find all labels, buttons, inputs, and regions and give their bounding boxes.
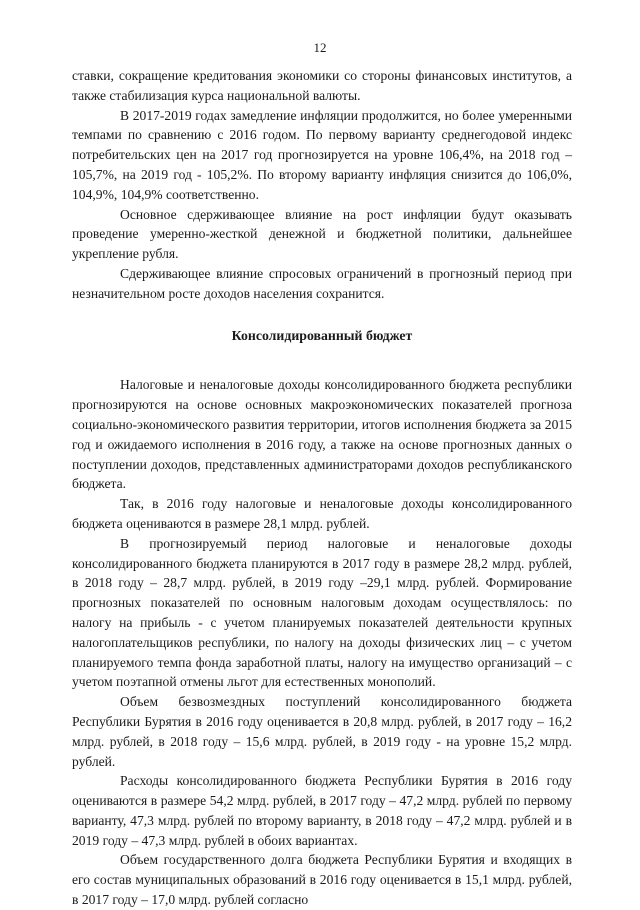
page-number: 12 [313,40,327,55]
paragraph-revenue-forecast: В прогнозируемый период налоговые и неналоговые доходы консолидированного бюджета планируются в 2017 году в размере 28,2 млрд. рублей, в 2018 году – 28,7 млрд. рублей, в 2019 году –29,1 млрд. рублей. Формирование прогнозных показателей по основным налоговым доходам осуществлялось: по налогу на прибыль - с учетом планируемых показателей деятельности крупных налогоплательщиков республики, по налогу на доходы физических лиц – с учетом планируемого темпа фонда заработной платы, налогу на имущество организаций – с учетом поэтапной отмены льгот для естественных монополий. [72,535,572,690]
page-body [72,66,572,910]
paragraph-public-debt: Объем государственного долга бюджета Республики Бурятия и входящих в его состав муниципальных образований в 2016 году оценивается в 15,1 млрд. рублей, в 2017 году – 17,0 млрд. рублей согласно [72,852,572,908]
paragraph-inflation-forecast: В 2017-2019 годах замедление инфляции продолжится, но более умеренными темпами по сравнению с 2016 годом. По первому варианту среднегодовой индекс потребительских цен на 2017 год прогнозируется на уровне 106,4%, на 2018 год – 105,7%, на 2019 год - 105,2%. По второму варианту инфляция снизится до 106,0%, 104,9%, 104,9% соответственно. [72,107,572,202]
paragraph-revenue-2016: Так, в 2016 году налоговые и неналоговые доходы консолидированного бюджета оцениваются в размере 28,1 млрд. рублей. [72,496,572,531]
section-heading: Консолидированный бюджет [231,327,413,343]
paragraph-expenditures: Расходы консолидированного бюджета Республики Бурятия в 2016 году оцениваются в размере 54,2 млрд. рублей, в 2017 году – 47,2 млрд. рублей по первому варианту, 47,3 млрд. рублей по второму варианту, в 2018 году – 47,2 млрд. рублей и в 2019 году – 47,3 млрд. рублей в обоих вариантах. [72,773,572,848]
paragraph-inflation-constraints: Основное сдерживающее влияние на рост инфляции будут оказывать проведение умеренно-жесткой денежной и бюджетной политики, дальнейшее укрепление рубля. [72,206,572,262]
paragraph-demand-constraints: Сдерживающее влияние спросовых ограничений в прогнозный период при незначительном росте доходов населения сохранится. [72,265,572,301]
paragraph-continuation: ставки, сокращение кредитования экономики со стороны финансовых институтов, а также стабилизация курса национальной валюты. [72,68,572,103]
paragraph-grants: Объем безвозмездных поступлений консолидированного бюджета Республики Бурятия в 2016 году оценивается в 20,8 млрд. рублей, в 2017 году – 16,2 млрд. рублей, в 2018 году – 15,6 млрд. рублей, в 2019 году - на уровне 15,2 млрд. рублей. [72,694,572,769]
paragraph-revenue-basis: Налоговые и неналоговые доходы консолидированного бюджета республики прогнозируются на основе основных макроэкономических показателей прогноза социально-экономического развития территории, итогов исполнения бюджета за 2015 год и ожидаемого исполнения в 2016 году, а также на основе прогнозных данных о поступлении доходов, представленных администраторами доходов республиканского бюджета. [72,377,572,492]
